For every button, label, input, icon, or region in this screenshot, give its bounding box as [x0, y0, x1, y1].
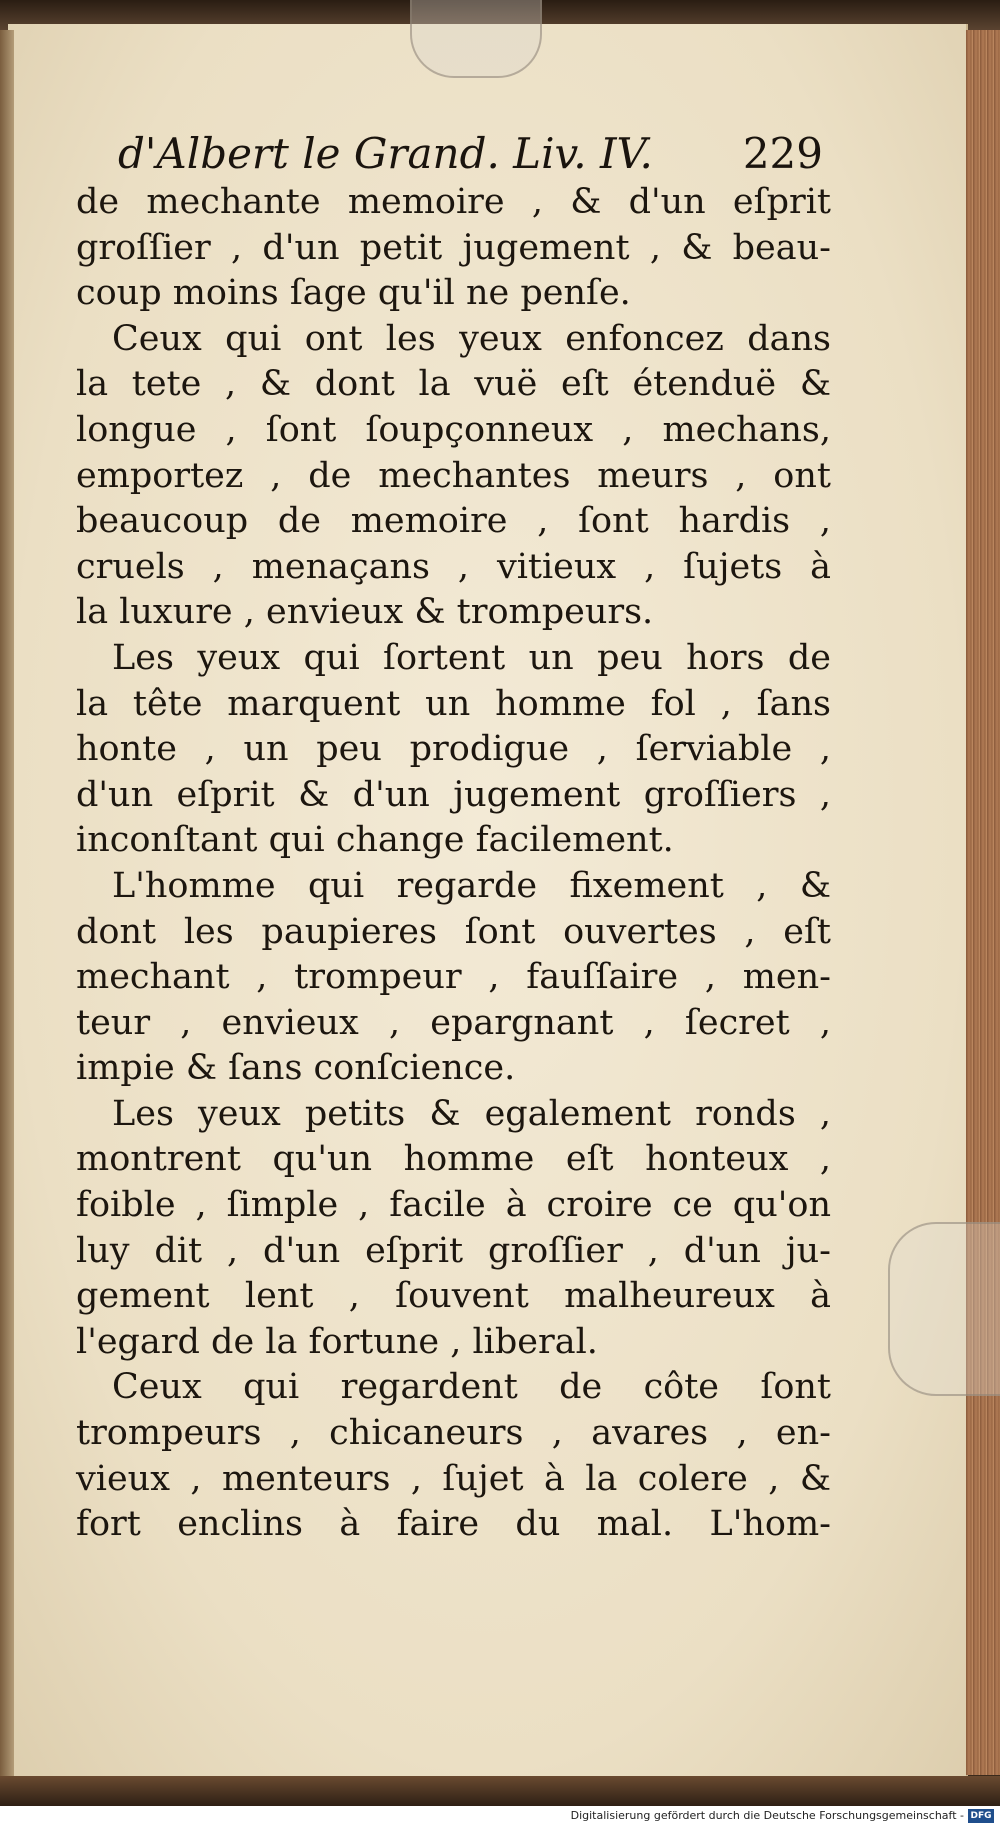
text-line: foible , ſimple , facile à croire ce qu'on [76, 1185, 831, 1226]
right-clip-icon [888, 1222, 1000, 1396]
text-line: dont les paupieres ſont ouvertes , eſt [76, 911, 831, 952]
text-line: mechant , trompeur , fauſſaire , men- [76, 957, 831, 998]
book-bottom-edge [0, 1776, 1000, 1806]
text-line: la tete , & dont la vuë eſt étenduë & [76, 364, 831, 405]
text-line: Ceux qui regardent de côte ſont [112, 1367, 831, 1408]
text-line: Les yeux petits & egalement ronds , [112, 1093, 831, 1134]
running-header [118, 128, 823, 180]
text-line: la tête marquent un homme fol , ſans [76, 683, 831, 724]
text-line: coup moins ſage qu'il ne penſe. [76, 273, 631, 314]
text-line: emportez , de mechantes meurs , ont [76, 455, 831, 496]
text-line: trompeurs , chicaneurs , avares , en- [76, 1413, 831, 1454]
text-line: la luxure , envieux & trompeurs. [76, 592, 654, 633]
text-line: inconſtant qui change facilement. [76, 820, 674, 861]
page-gutter [0, 30, 14, 1780]
text-line: beaucoup de memoire , ſont hardis , [76, 501, 831, 542]
text-line: Ceux qui ont les yeux enfoncez dans [112, 318, 831, 359]
funding-credit: Digitalisierung gefördert durch die Deutsche Forschungsgemeinschaft - [570, 1809, 964, 1822]
text-line: vieux , menteurs , ſujet à la colere , & [76, 1458, 831, 1499]
text-line: l'egard de la fortune , liberal. [76, 1321, 598, 1362]
page-text [76, 180, 831, 1548]
text-line: fort enclins à faire du mal. L'hom- [76, 1504, 831, 1545]
dfg-logo-icon: DFG [968, 1809, 994, 1823]
text-line: L'homme qui regarde fixement , & [112, 865, 831, 906]
page-number: 229 [742, 129, 823, 178]
digitization-footer [0, 1806, 1000, 1827]
text-line: luy dit , d'un eſprit groſſier , d'un ju- [76, 1230, 831, 1271]
text-line: groſſier , d'un petit jugement , & beau- [76, 227, 831, 268]
text-line: gement lent , ſouvent malheureux à [76, 1276, 831, 1317]
book-fore-edge [966, 30, 1000, 1775]
text-line: longue , ſont ſoupçonneux , mechans, [76, 409, 831, 450]
running-title: d'Albert le Grand. Liv. IV. [118, 129, 653, 178]
text-line: teur , envieux , epargnant , ſecret , [76, 1002, 831, 1043]
text-line: d'un eſprit & d'un jugement groſſiers , [76, 774, 831, 815]
text-line: cruels , menaçans , vitieux , ſujets à [76, 546, 831, 587]
text-line: montrent qu'un homme eſt honteux , [76, 1139, 831, 1180]
text-line: de mechante memoire , & d'un eſprit [76, 182, 831, 222]
text-line: honte , un peu prodigue , ſerviable , [76, 729, 831, 770]
text-line: impie & ſans conſcience. [76, 1048, 516, 1089]
top-clip-icon [410, 0, 542, 78]
text-line: Les yeux qui ſortent un peu hors de [112, 637, 831, 678]
